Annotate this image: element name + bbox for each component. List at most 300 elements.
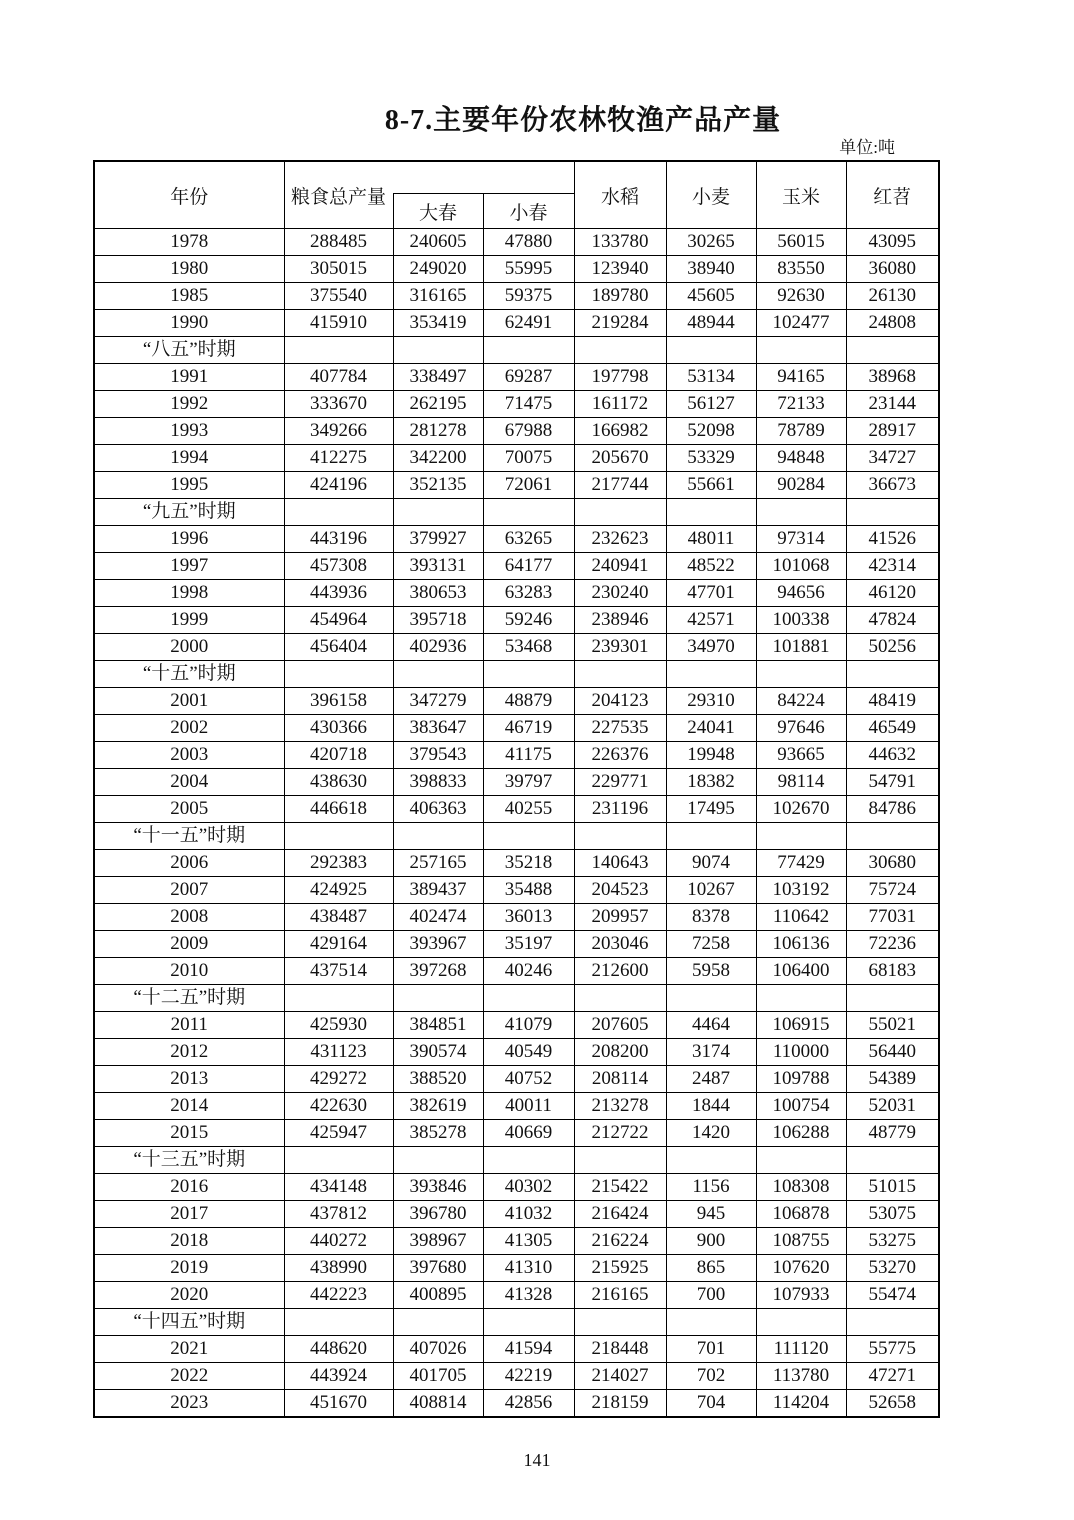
value-cell: 7258 [666,931,756,958]
value-cell: 56127 [666,391,756,418]
value-cell: 55661 [666,472,756,499]
value-cell: 442223 [284,1282,393,1309]
empty-cell [284,661,393,688]
value-cell: 43095 [846,229,939,256]
value-cell: 83550 [756,256,846,283]
value-cell: 262195 [393,391,483,418]
value-cell: 425947 [284,1120,393,1147]
col-header-year: 年份 [94,161,284,229]
period-row [94,823,939,850]
value-cell: 212600 [574,958,666,985]
value-cell: 103192 [756,877,846,904]
value-cell: 106400 [756,958,846,985]
value-cell: 106915 [756,1012,846,1039]
value-cell: 8378 [666,904,756,931]
value-cell: 41594 [483,1336,574,1363]
year-row [94,877,939,904]
year-row [94,607,939,634]
value-cell: 133780 [574,229,666,256]
year-cell: 2011 [94,1012,284,1039]
empty-cell [666,499,756,526]
empty-cell [756,337,846,364]
value-cell: 40302 [483,1174,574,1201]
value-cell: 437514 [284,958,393,985]
value-cell: 166982 [574,418,666,445]
value-cell: 94848 [756,445,846,472]
year-cell: 2013 [94,1066,284,1093]
value-cell: 63283 [483,580,574,607]
value-cell: 47880 [483,229,574,256]
grain-spacer [393,162,574,193]
value-cell: 97646 [756,715,846,742]
period-row [94,1309,939,1336]
value-cell: 35218 [483,850,574,877]
value-cell: 41526 [846,526,939,553]
value-cell: 52031 [846,1093,939,1120]
col-header-total-grain: 粮食总产量 [290,186,386,208]
value-cell: 189780 [574,283,666,310]
value-cell: 380653 [393,580,483,607]
empty-cell [284,337,393,364]
year-row [94,742,939,769]
value-cell: 41310 [483,1255,574,1282]
period-label-cell: “十一五”时期 [94,823,284,850]
value-cell: 382619 [393,1093,483,1120]
year-cell: 2007 [94,877,284,904]
value-cell: 407784 [284,364,393,391]
value-cell: 333670 [284,391,393,418]
value-cell: 41328 [483,1282,574,1309]
value-cell: 443924 [284,1363,393,1390]
table-body [94,229,939,1418]
value-cell: 239301 [574,634,666,661]
value-cell: 55474 [846,1282,939,1309]
empty-cell [666,337,756,364]
value-cell: 47701 [666,580,756,607]
value-cell: 102670 [756,796,846,823]
value-cell: 40255 [483,796,574,823]
value-cell: 375540 [284,283,393,310]
value-cell: 106878 [756,1201,846,1228]
value-cell: 702 [666,1363,756,1390]
value-cell: 204523 [574,877,666,904]
period-label-cell: “八五”时期 [94,337,284,364]
year-row [94,310,939,337]
year-row [94,850,939,877]
value-cell: 216224 [574,1228,666,1255]
value-cell: 46719 [483,715,574,742]
value-cell: 55775 [846,1336,939,1363]
period-label-cell: “十三五”时期 [94,1147,284,1174]
year-cell: 2021 [94,1336,284,1363]
value-cell: 700 [666,1282,756,1309]
value-cell: 72133 [756,391,846,418]
value-cell: 288485 [284,229,393,256]
value-cell: 216424 [574,1201,666,1228]
year-cell: 1997 [94,553,284,580]
value-cell: 77429 [756,850,846,877]
value-cell: 48011 [666,526,756,553]
year-cell: 2014 [94,1093,284,1120]
value-cell: 389437 [393,877,483,904]
value-cell: 53134 [666,364,756,391]
year-row [94,796,939,823]
col-header-sweet-potato: 红苕 [846,161,939,229]
year-cell: 2023 [94,1390,284,1418]
year-cell: 2022 [94,1363,284,1390]
value-cell: 203046 [574,931,666,958]
value-cell: 402936 [393,634,483,661]
value-cell: 457308 [284,553,393,580]
value-cell: 390574 [393,1039,483,1066]
year-cell: 2004 [94,769,284,796]
period-row [94,1147,939,1174]
value-cell: 42219 [483,1363,574,1390]
value-cell: 412275 [284,445,393,472]
value-cell: 55021 [846,1012,939,1039]
value-cell: 420718 [284,742,393,769]
value-cell: 34727 [846,445,939,472]
value-cell: 114204 [756,1390,846,1418]
value-cell: 62491 [483,310,574,337]
value-cell: 305015 [284,256,393,283]
value-cell: 215925 [574,1255,666,1282]
value-cell: 113780 [756,1363,846,1390]
year-cell: 2015 [94,1120,284,1147]
value-cell: 388520 [393,1066,483,1093]
year-cell: 1991 [94,364,284,391]
value-cell: 396158 [284,688,393,715]
value-cell: 46549 [846,715,939,742]
value-cell: 39797 [483,769,574,796]
value-cell: 67988 [483,418,574,445]
value-cell: 338497 [393,364,483,391]
value-cell: 217744 [574,472,666,499]
empty-cell [483,661,574,688]
year-row [94,580,939,607]
value-cell: 227535 [574,715,666,742]
year-row [94,958,939,985]
value-cell: 1844 [666,1093,756,1120]
value-cell: 123940 [574,256,666,283]
value-cell: 400895 [393,1282,483,1309]
value-cell: 84224 [756,688,846,715]
period-label-cell: “九五”时期 [94,499,284,526]
empty-cell [666,661,756,688]
value-cell: 45605 [666,283,756,310]
value-cell: 384851 [393,1012,483,1039]
empty-cell [393,823,483,850]
value-cell: 704 [666,1390,756,1418]
empty-cell [574,499,666,526]
value-cell: 205670 [574,445,666,472]
value-cell: 383647 [393,715,483,742]
value-cell: 456404 [284,634,393,661]
production-table [93,160,940,1418]
value-cell: 316165 [393,283,483,310]
period-row [94,661,939,688]
year-row [94,1255,939,1282]
value-cell: 438487 [284,904,393,931]
year-row [94,769,939,796]
value-cell: 3174 [666,1039,756,1066]
empty-cell [574,985,666,1012]
year-row [94,1336,939,1363]
value-cell: 53275 [846,1228,939,1255]
year-cell: 2019 [94,1255,284,1282]
year-row [94,445,939,472]
value-cell: 51015 [846,1174,939,1201]
value-cell: 431123 [284,1039,393,1066]
year-cell: 1998 [94,580,284,607]
value-cell: 48944 [666,310,756,337]
value-cell: 443936 [284,580,393,607]
empty-cell [393,661,483,688]
year-cell: 1996 [94,526,284,553]
value-cell: 347279 [393,688,483,715]
value-cell: 47824 [846,607,939,634]
value-cell: 249020 [393,256,483,283]
value-cell: 29310 [666,688,756,715]
empty-cell [483,985,574,1012]
value-cell: 72236 [846,931,939,958]
value-cell: 209957 [574,904,666,931]
empty-cell [393,337,483,364]
value-cell: 219284 [574,310,666,337]
empty-cell [574,1309,666,1336]
value-cell: 38940 [666,256,756,283]
value-cell: 397680 [393,1255,483,1282]
value-cell: 41079 [483,1012,574,1039]
value-cell: 98114 [756,769,846,796]
empty-cell [756,661,846,688]
value-cell: 97314 [756,526,846,553]
value-cell: 379927 [393,526,483,553]
value-cell: 424925 [284,877,393,904]
value-cell: 440272 [284,1228,393,1255]
value-cell: 379543 [393,742,483,769]
year-row [94,391,939,418]
year-row [94,1282,939,1309]
year-cell: 2012 [94,1039,284,1066]
empty-cell [483,823,574,850]
empty-cell [846,661,939,688]
value-cell: 10267 [666,877,756,904]
value-cell: 78789 [756,418,846,445]
empty-cell [284,1309,393,1336]
value-cell: 4464 [666,1012,756,1039]
year-row [94,1120,939,1147]
value-cell: 434148 [284,1174,393,1201]
year-row [94,526,939,553]
value-cell: 238946 [574,607,666,634]
table-header [94,161,939,229]
value-cell: 41032 [483,1201,574,1228]
empty-cell [393,1147,483,1174]
year-row [94,229,939,256]
empty-cell [846,1147,939,1174]
value-cell: 424196 [284,472,393,499]
year-cell: 2010 [94,958,284,985]
value-cell: 64177 [483,553,574,580]
value-cell: 23144 [846,391,939,418]
value-cell: 36673 [846,472,939,499]
value-cell: 48419 [846,688,939,715]
value-cell: 207605 [574,1012,666,1039]
grain-group-layout [285,162,574,228]
value-cell: 35197 [483,931,574,958]
value-cell: 865 [666,1255,756,1282]
value-cell: 395718 [393,607,483,634]
empty-cell [846,499,939,526]
value-cell: 257165 [393,850,483,877]
value-cell: 38968 [846,364,939,391]
value-cell: 30265 [666,229,756,256]
empty-cell [756,985,846,1012]
header-row [94,161,939,229]
empty-cell [574,337,666,364]
value-cell: 70075 [483,445,574,472]
year-row [94,634,939,661]
value-cell: 24041 [666,715,756,742]
value-cell: 208114 [574,1066,666,1093]
value-cell: 393846 [393,1174,483,1201]
value-cell: 111120 [756,1336,846,1363]
value-cell: 17495 [666,796,756,823]
year-row [94,418,939,445]
value-cell: 40669 [483,1120,574,1147]
empty-cell [284,1147,393,1174]
value-cell: 438630 [284,769,393,796]
value-cell: 197798 [574,364,666,391]
value-cell: 422630 [284,1093,393,1120]
year-row [94,931,939,958]
value-cell: 30680 [846,850,939,877]
value-cell: 216165 [574,1282,666,1309]
value-cell: 451670 [284,1390,393,1418]
value-cell: 398967 [393,1228,483,1255]
year-cell: 2016 [94,1174,284,1201]
empty-cell [483,1309,574,1336]
period-row [94,985,939,1012]
value-cell: 53329 [666,445,756,472]
value-cell: 9074 [666,850,756,877]
year-cell: 2001 [94,688,284,715]
year-cell: 1994 [94,445,284,472]
value-cell: 240605 [393,229,483,256]
value-cell: 1420 [666,1120,756,1147]
value-cell: 226376 [574,742,666,769]
value-cell: 90284 [756,472,846,499]
value-cell: 35488 [483,877,574,904]
value-cell: 71475 [483,391,574,418]
empty-cell [284,985,393,1012]
value-cell: 281278 [393,418,483,445]
value-cell: 44632 [846,742,939,769]
col-header-xiaochun: 小春 [509,202,548,224]
value-cell: 108755 [756,1228,846,1255]
value-cell: 231196 [574,796,666,823]
year-cell: 1990 [94,310,284,337]
value-cell: 213278 [574,1093,666,1120]
empty-cell [756,1309,846,1336]
empty-cell [483,1147,574,1174]
year-row [94,364,939,391]
period-label-cell: “十二五”时期 [94,985,284,1012]
value-cell: 110000 [756,1039,846,1066]
year-row [94,256,939,283]
col-header-grain-group [284,161,574,229]
empty-cell [574,1147,666,1174]
value-cell: 229771 [574,769,666,796]
value-cell: 93665 [756,742,846,769]
value-cell: 429272 [284,1066,393,1093]
value-cell: 52098 [666,418,756,445]
value-cell: 47271 [846,1363,939,1390]
value-cell: 406363 [393,796,483,823]
value-cell: 48779 [846,1120,939,1147]
value-cell: 438990 [284,1255,393,1282]
value-cell: 945 [666,1201,756,1228]
value-cell: 232623 [574,526,666,553]
year-cell: 2020 [94,1282,284,1309]
value-cell: 63265 [483,526,574,553]
year-cell: 2002 [94,715,284,742]
year-cell: 1992 [94,391,284,418]
value-cell: 34970 [666,634,756,661]
grain-subrow [393,193,574,228]
year-cell: 2005 [94,796,284,823]
empty-cell [393,985,483,1012]
value-cell: 212722 [574,1120,666,1147]
value-cell: 215422 [574,1174,666,1201]
value-cell: 230240 [574,580,666,607]
value-cell: 398833 [393,769,483,796]
value-cell: 56440 [846,1039,939,1066]
value-cell: 41305 [483,1228,574,1255]
value-cell: 36013 [483,904,574,931]
value-cell: 69287 [483,364,574,391]
value-cell: 42314 [846,553,939,580]
value-cell: 109788 [756,1066,846,1093]
value-cell: 402474 [393,904,483,931]
value-cell: 425930 [284,1012,393,1039]
value-cell: 208200 [574,1039,666,1066]
period-label-cell: “十四五”时期 [94,1309,284,1336]
value-cell: 55995 [483,256,574,283]
value-cell: 430366 [284,715,393,742]
year-row [94,1066,939,1093]
value-cell: 107620 [756,1255,846,1282]
year-row [94,715,939,742]
value-cell: 100338 [756,607,846,634]
empty-cell [393,1309,483,1336]
col-header-rice: 水稻 [574,161,666,229]
empty-cell [756,1147,846,1174]
value-cell: 72061 [483,472,574,499]
value-cell: 701 [666,1336,756,1363]
empty-cell [284,823,393,850]
value-cell: 161172 [574,391,666,418]
year-row [94,1039,939,1066]
year-row [94,283,939,310]
empty-cell [846,823,939,850]
value-cell: 52658 [846,1390,939,1418]
value-cell: 437812 [284,1201,393,1228]
value-cell: 106136 [756,931,846,958]
value-cell: 84786 [846,796,939,823]
empty-cell [846,1309,939,1336]
